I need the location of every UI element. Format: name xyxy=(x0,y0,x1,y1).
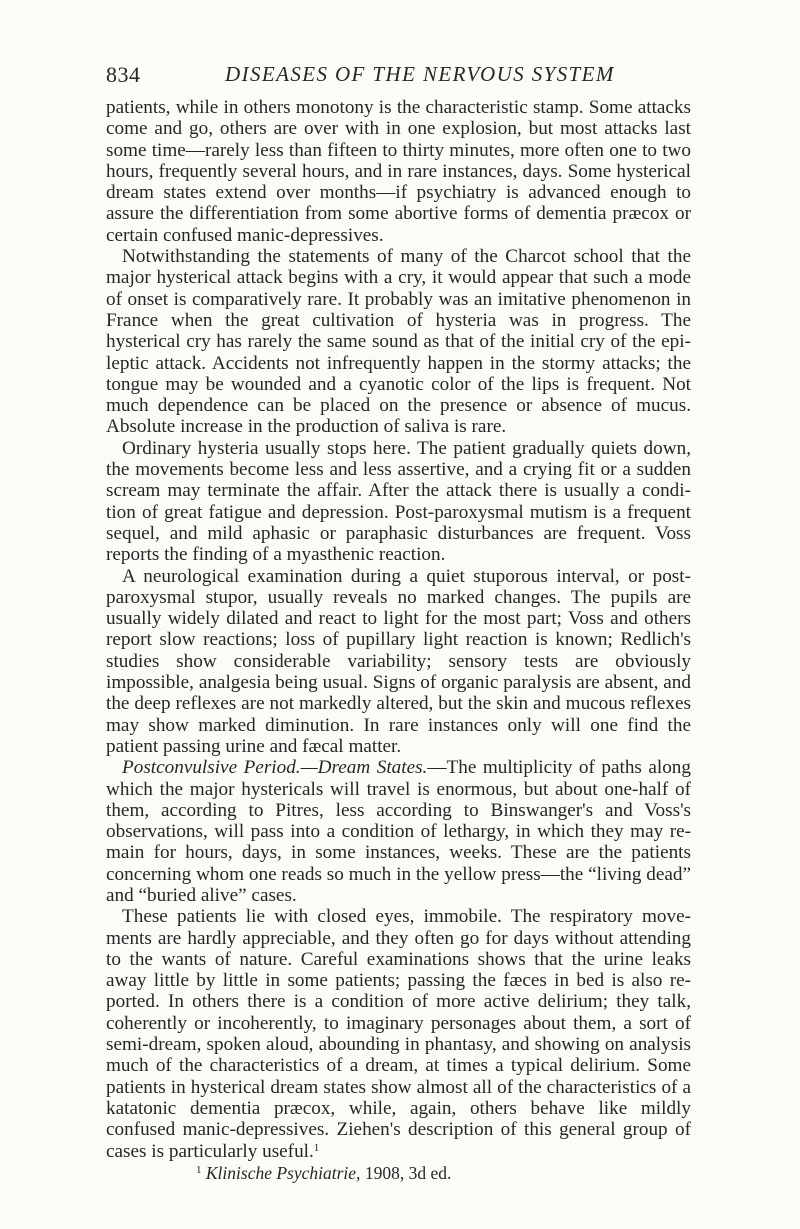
page-number: 834 xyxy=(106,62,141,87)
footnote-reference: 1 xyxy=(313,1141,320,1154)
footnote xyxy=(106,1163,691,1183)
paragraph-text: patients, while in others monotony is the characteristic stamp. Some attacks come and go, others are over with in one explosion, but most attacks last some time—rarely less than fifteen to thirty minutes, more often one to two hours, frequently several hours, and in rare instances, days. Some hysterical dream states extend over months—if psychiatry is advanced enough to assure the differentiation from some abortive forms of dementia præcox or certain confused manic-depressives. xyxy=(106,97,691,246)
paragraph-text: Notwithstanding the statements of many of the Charcot school that the major hysterical attack begins with a cry, it would appear that such a mode of onset is comparatively rare. It probably was an imitative phenomenon in France when the great cultivation of hysteria was in progress. The hysterical cry has rarely the same sound as that of the initial cry of the epi- leptic attack. Accidents not infrequently happen in the stormy attacks; the tongue may be wounded and a cyanotic color of the lips is frequent. Not much dependence can be placed on the presence or absence of mucus. Absolute increase in the production of saliva is rare. xyxy=(106,246,691,438)
page-body xyxy=(106,97,691,1183)
footnote-marker: 1 xyxy=(196,1163,202,1176)
running-title: DISEASES OF THE NERVOUS SYSTEM xyxy=(225,62,615,86)
paragraph-text: —The multiplicity of paths along which the major hystericals will travel is enormous, but about one-half of them, according to Pitres, less according to Binswanger's and Voss's observations, will pass into a condition of lethargy, in which they may re- main for hours, days, in some instances, weeks. These are the patients concerning whom one reads so much in the yellow press—the “living dead” and “buried alive” cases. xyxy=(106,757,691,906)
paragraph-text: These patients lie with closed eyes, immobile. The respiratory move- ments are hardly appreciable, and they often go for days without attending to the wants of nature. Careful examinations shows that the urine leaks away little by little in some patients; passing the fæces in bed is also re- ported. In others there is a condition of more active delirium; they talk, coherently or incoherently, to imaginary personages about them, a sort of semi-dream, spoken aloud, abounding in phantasy, and showing on analysis much of the characteristics of a dream, at times a typical delirium. Some patients in hysterical dream states show almost all of the characteristics of a katatonic dementia præcox, while, again, others behave like mildly confused manic-depressives. Ziehen's description of this general group of cases is particularly useful. xyxy=(106,906,691,1162)
page-header xyxy=(0,62,800,88)
paragraph-6 xyxy=(106,906,691,1162)
footnote-source: Klinische Psychiatrie, xyxy=(205,1162,361,1183)
paragraph-4 xyxy=(106,566,691,758)
paragraph-text: Ordinary hysteria usually stops here. The patient gradually quiets down, the movements become less and less assertive, and a crying fit or a sudden scream may terminate the affair. After the attack there is usually a condi- tion of great fatigue and depression. Post-paroxysmal mutism is a frequent sequel, and mild aphasic or paraphasic disturbances are frequent. Voss reports the finding of a myasthenic reaction. xyxy=(106,437,691,566)
footnote-detail: 1908, 3d ed. xyxy=(360,1162,452,1183)
section-heading: Postconvulsive Period.—Dream States. xyxy=(122,757,428,779)
paragraph-text: A neurological examination during a quiet stuporous interval, or post- paroxysmal stupor, usually reveals no marked changes. The pupils are usually widely dilated and react to light for the most part; Voss and others report slow reactions; loss of pupillary light reaction is known; Redlich's studies show considerable variability; sensory tests are obviously impossible, analgesia being usual. Signs of organic paralysis are absent, and the deep reflexes are not markedly altered, but the skin and mucous reflexes may show marked diminution. In rare instances only will one find the patient passing urine and fæcal matter. xyxy=(106,565,691,757)
paragraph-3 xyxy=(106,438,691,566)
paragraph-2 xyxy=(106,246,691,438)
paragraph-5 xyxy=(106,757,691,906)
paragraph-1 xyxy=(106,97,691,246)
